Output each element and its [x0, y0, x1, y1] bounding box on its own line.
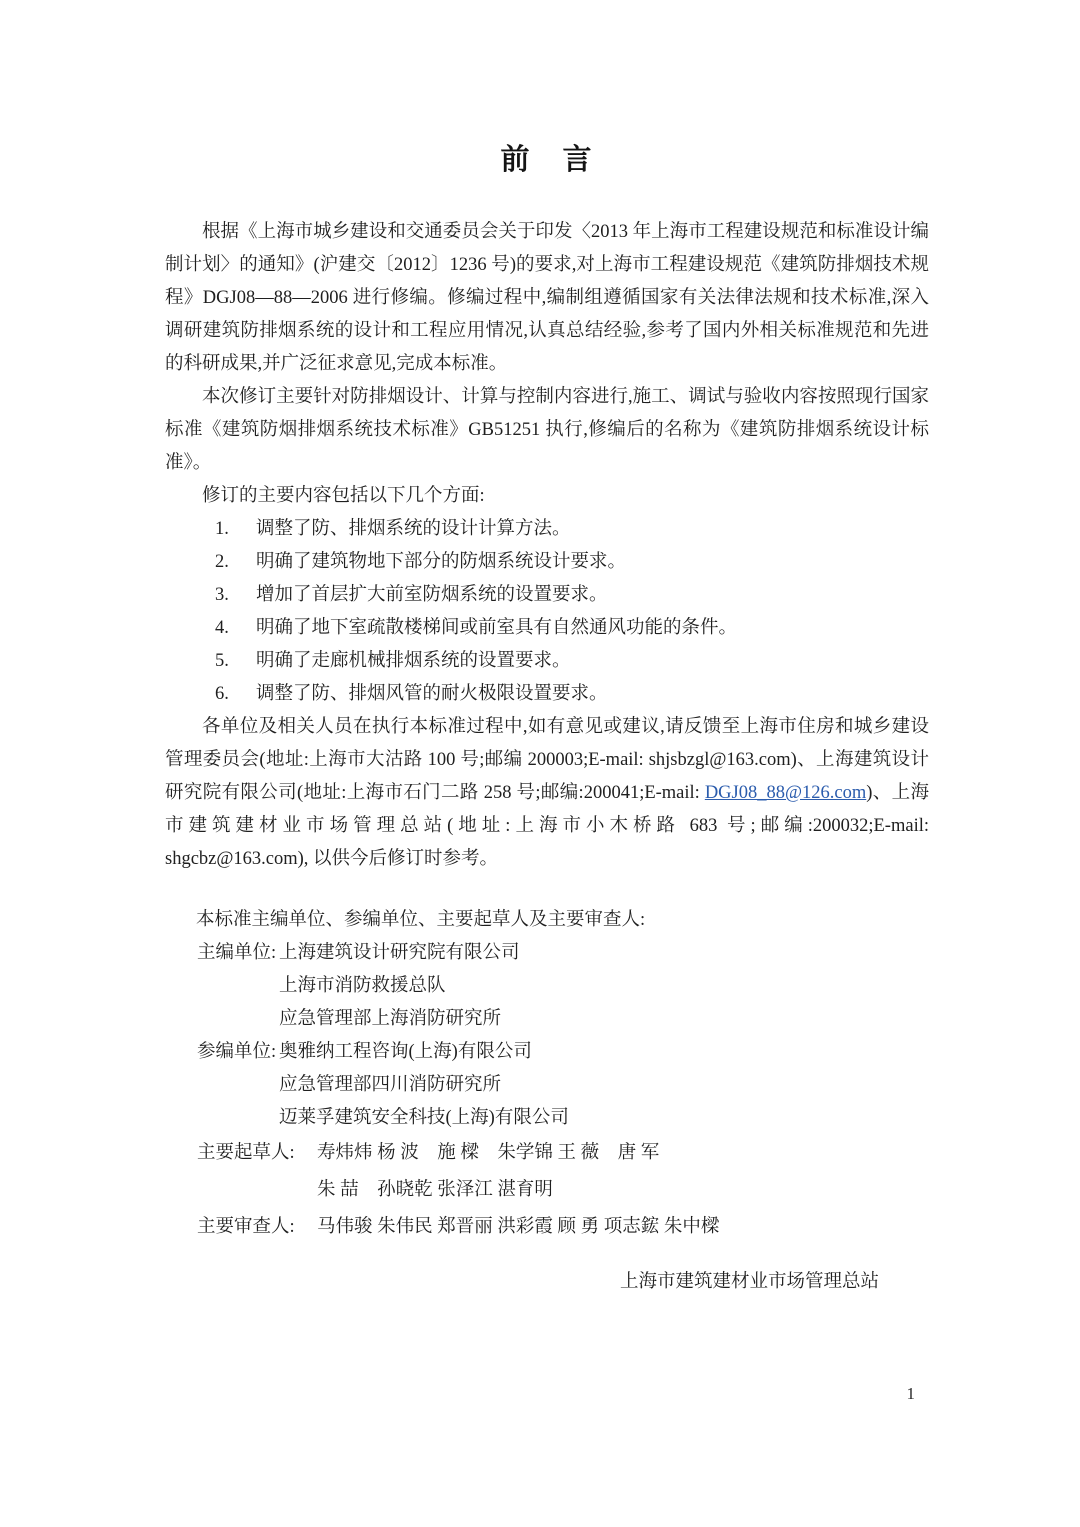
- revision-item-text: 明确了地下室疏散楼梯间或前室具有自然通风功能的条件。: [256, 618, 738, 638]
- revision-item-1: [165, 513, 929, 546]
- feedback-text-before-link: 各单位及相关人员在执行本标准过程中,如有意见或建议,请反馈至上海市住房和城乡建设管理委员会(地址:上海市大沽路 100 号;邮编 200003;E-mail: shjsbzgl@163.com)、上海建筑设计研究院有限公司(地址:上海市石门二路 258 号;邮编:200041;E-mail:: [165, 717, 929, 803]
- participating-unit-row: [165, 1069, 929, 1102]
- reviewers-row: [165, 1209, 929, 1246]
- revision-item-2: [165, 546, 929, 579]
- people-names: 马伟骏 朱伟民 郑晋丽 洪彩霞 顾 勇 项志鋐 朱中樑: [317, 1217, 720, 1237]
- email-link[interactable]: DGJ08_88@126.com: [704, 783, 867, 803]
- feedback-text-after-link: )、上海市建筑建材业市场管理总站(地址:上海市小木桥路 683 号;邮编:200032;E-mail: shgcbz@163.com), 以供今后修订时参考。: [165, 783, 929, 869]
- revision-item-5: [165, 645, 929, 678]
- chief-editor-unit-row: [165, 1003, 929, 1036]
- unit-value: 应急管理部四川消防研究所: [279, 1075, 502, 1095]
- participating-unit-row: [165, 1102, 929, 1135]
- unit-value: 迈莱孚建筑安全科技(上海)有限公司: [279, 1108, 569, 1128]
- unit-label: 主编单位:: [197, 943, 277, 963]
- drafters-row: [165, 1172, 929, 1209]
- paragraph-basis: 根据《上海市城乡建设和交通委员会关于印发〈2013 年上海市工程建设规范和标准设计编制计划〉的通知》(沪建交〔2012〕1236 号)的要求,对上海市工程建设规范《建筑防排烟技术规程》DGJ08—88—2006 进行修编。修编过程中,编制组遵循国家有关法律法规和技术标准,深入调研建筑防排烟系统的设计和工程应用情况,认真总结经验,参考了国内外相关标准规范和先进的科研成果,并广泛征求意见,完成本标准。: [165, 222, 929, 374]
- unit-value: 奥雅纳工程咨询(上海)有限公司: [279, 1042, 532, 1062]
- revision-item-number: 4.: [215, 618, 229, 638]
- revision-item-number: 3.: [215, 585, 229, 605]
- revision-item-3: [165, 579, 929, 612]
- drafters-row: [165, 1135, 929, 1172]
- page-content: [165, 0, 929, 1410]
- unit-value: 应急管理部上海消防研究所: [279, 1009, 502, 1029]
- people-label: 主要起草人:: [197, 1143, 295, 1163]
- paragraph-feedback: [165, 711, 929, 876]
- units-intro: 本标准主编单位、参编单位、主要起草人及主要审查人:: [196, 910, 646, 930]
- revision-item-text: 明确了走廊机械排烟系统的设置要求。: [256, 651, 571, 671]
- revision-item-text: 调整了防、排烟风管的耐火极限设置要求。: [256, 684, 608, 704]
- unit-value: 上海建筑设计研究院有限公司: [279, 943, 520, 963]
- revision-item-number: 2.: [215, 552, 229, 572]
- participating-unit-row: [165, 1036, 929, 1069]
- unit-label: 参编单位:: [197, 1042, 277, 1062]
- page-title: 前 言: [500, 144, 594, 176]
- revision-item-text: 增加了首层扩大前室防烟系统的设置要求。: [256, 585, 608, 605]
- chief-editor-unit-row: [165, 937, 929, 970]
- footer-organization: 上海市建筑建材业市场管理总站: [619, 1272, 879, 1292]
- people-label: 主要审查人:: [197, 1217, 295, 1237]
- paragraph-revision-list-intro: 修订的主要内容包括以下几个方面:: [202, 486, 485, 506]
- revision-item-text: 调整了防、排烟系统的设计计算方法。: [256, 519, 571, 539]
- revision-item-number: 5.: [215, 651, 229, 671]
- revision-item-number: 6.: [215, 684, 229, 704]
- people-names: 朱 喆 孙晓乾 张泽江 湛育明: [317, 1180, 553, 1200]
- page-number: 1: [906, 1384, 915, 1403]
- revision-item-text: 明确了建筑物地下部分的防烟系统设计要求。: [256, 552, 627, 572]
- revision-item-number: 1.: [215, 519, 229, 539]
- revision-item-4: [165, 612, 929, 645]
- paragraph-revision-scope: 本次修订主要针对防排烟设计、计算与控制内容进行,施工、调试与验收内容按照现行国家标准《建筑防烟排烟系统技术标准》GB51251 执行,修编后的名称为《建筑防排烟系统设计标准》。: [165, 387, 929, 473]
- people-names: 寿炜炜 杨 波 施 樑 朱学锦 王 薇 唐 军: [317, 1143, 660, 1163]
- unit-value: 上海市消防救援总队: [279, 976, 446, 996]
- revision-item-6: [165, 678, 929, 711]
- chief-editor-unit-row: [165, 970, 929, 1003]
